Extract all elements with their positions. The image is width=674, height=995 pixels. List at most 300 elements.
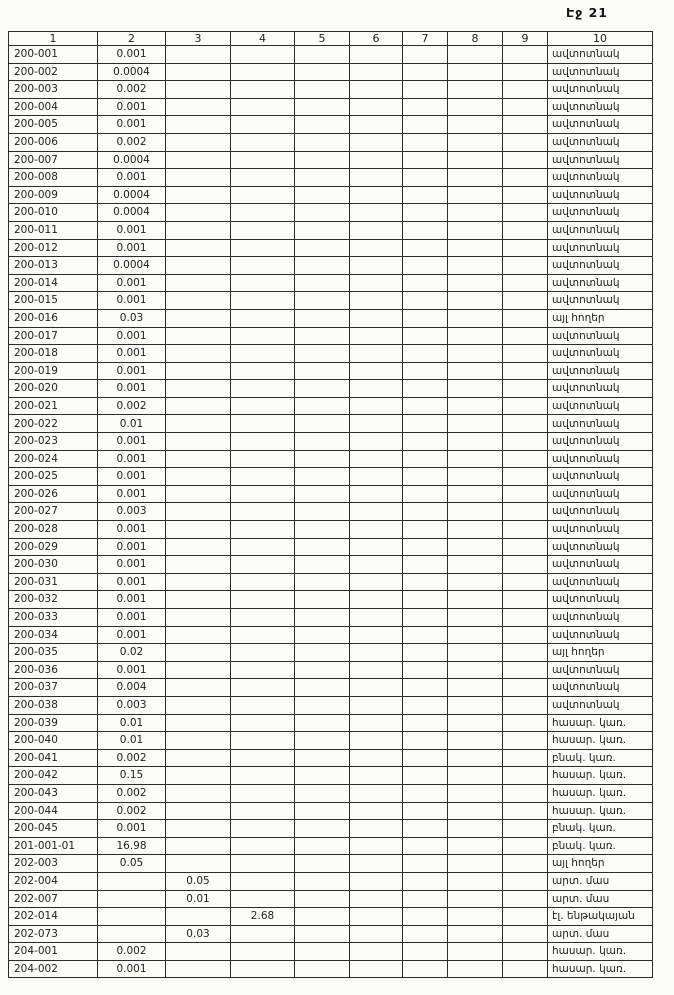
cell-col1: 200-034	[9, 626, 98, 644]
cell-col10: բնակ. կառ.	[548, 837, 653, 855]
cell-col5	[295, 732, 350, 750]
cell-col2: 0.15	[98, 767, 166, 785]
table-row	[9, 309, 653, 327]
cell-col8	[448, 837, 503, 855]
cell-col7	[403, 960, 448, 978]
cell-col8	[448, 644, 503, 662]
cell-col2: 0.001	[98, 521, 166, 539]
cell-col2: 0.001	[98, 450, 166, 468]
header-cell-1: 1	[9, 32, 98, 46]
cell-col8	[448, 415, 503, 433]
cell-col3	[166, 468, 231, 486]
cell-col8	[448, 380, 503, 398]
cell-col6	[350, 239, 403, 257]
cell-col8	[448, 362, 503, 380]
cell-col9	[503, 573, 548, 591]
cell-col1: 200-002	[9, 63, 98, 81]
table-row	[9, 767, 653, 785]
cell-col7	[403, 521, 448, 539]
cell-col6	[350, 415, 403, 433]
cell-col9	[503, 433, 548, 451]
cell-col2: 0.001	[98, 169, 166, 187]
cell-col8	[448, 732, 503, 750]
cell-col2	[98, 872, 166, 890]
cell-col9	[503, 98, 548, 116]
cell-col5	[295, 397, 350, 415]
cell-col3	[166, 362, 231, 380]
table-row	[9, 257, 653, 275]
header-cell-10: 10	[548, 32, 653, 46]
cell-col7	[403, 485, 448, 503]
cell-col4	[231, 784, 295, 802]
cell-col1: 200-007	[9, 151, 98, 169]
cell-col2: 0.001	[98, 591, 166, 609]
cell-col3	[166, 908, 231, 926]
cell-col9	[503, 133, 548, 151]
header-cell-8: 8	[448, 32, 503, 46]
cell-col3	[166, 784, 231, 802]
cell-col9	[503, 767, 548, 785]
cell-col3	[166, 81, 231, 99]
cell-col3	[166, 239, 231, 257]
cell-col9	[503, 485, 548, 503]
cell-col7	[403, 855, 448, 873]
cell-col2: 0.001	[98, 46, 166, 64]
cell-col5	[295, 784, 350, 802]
cell-col10: ավտոտնակ	[548, 538, 653, 556]
table-row	[9, 151, 653, 169]
table-row	[9, 63, 653, 81]
cell-col8	[448, 46, 503, 64]
cell-col7	[403, 397, 448, 415]
cell-col10: ավտոտնակ	[548, 433, 653, 451]
cell-col8	[448, 626, 503, 644]
cell-col1: 204-001	[9, 943, 98, 961]
cell-col1: 200-022	[9, 415, 98, 433]
cell-col4	[231, 626, 295, 644]
cell-col3	[166, 714, 231, 732]
cell-col3	[166, 274, 231, 292]
cell-col2: 0.0004	[98, 63, 166, 81]
cell-col10: ավտոտնակ	[548, 327, 653, 345]
cell-col9	[503, 63, 548, 81]
cell-col6	[350, 116, 403, 134]
cell-col3	[166, 309, 231, 327]
cell-col8	[448, 890, 503, 908]
cell-col6	[350, 362, 403, 380]
cell-col7	[403, 661, 448, 679]
cell-col4	[231, 521, 295, 539]
cell-col7	[403, 345, 448, 363]
table-row	[9, 820, 653, 838]
cell-col5	[295, 345, 350, 363]
cell-col6	[350, 837, 403, 855]
cell-col2: 0.01	[98, 714, 166, 732]
cell-col9	[503, 732, 548, 750]
cell-col8	[448, 908, 503, 926]
cell-col2: 0.001	[98, 345, 166, 363]
table-row	[9, 732, 653, 750]
cell-col7	[403, 221, 448, 239]
cell-col6	[350, 186, 403, 204]
cell-col9	[503, 855, 548, 873]
cell-col4	[231, 397, 295, 415]
cell-col7	[403, 837, 448, 855]
cell-col4	[231, 362, 295, 380]
cell-col10: ավտոտնակ	[548, 116, 653, 134]
cell-col3	[166, 397, 231, 415]
cell-col7	[403, 784, 448, 802]
table-header	[9, 32, 653, 46]
cell-col5	[295, 63, 350, 81]
cell-col1: 200-043	[9, 784, 98, 802]
cell-col8	[448, 221, 503, 239]
table-row	[9, 960, 653, 978]
cell-col7	[403, 292, 448, 310]
cell-col3	[166, 380, 231, 398]
cell-col9	[503, 872, 548, 890]
cell-col3: 0.05	[166, 872, 231, 890]
cell-col6	[350, 151, 403, 169]
cell-col2: 0.001	[98, 274, 166, 292]
cell-col10: հասար. կառ.	[548, 784, 653, 802]
cell-col8	[448, 98, 503, 116]
cell-col2: 0.001	[98, 327, 166, 345]
cell-col8	[448, 239, 503, 257]
cell-col3	[166, 433, 231, 451]
cell-col5	[295, 380, 350, 398]
cell-col10: ավտոտնակ	[548, 380, 653, 398]
table-row	[9, 714, 653, 732]
cell-col2	[98, 908, 166, 926]
cell-col3	[166, 661, 231, 679]
cell-col4: 2.68	[231, 908, 295, 926]
cell-col5	[295, 433, 350, 451]
cell-col6	[350, 46, 403, 64]
table-row	[9, 380, 653, 398]
cell-col7	[403, 63, 448, 81]
cell-col7	[403, 644, 448, 662]
cell-col6	[350, 749, 403, 767]
cell-col2: 0.001	[98, 485, 166, 503]
cell-col2: 0.001	[98, 573, 166, 591]
cell-col2: 0.001	[98, 626, 166, 644]
cell-col7	[403, 696, 448, 714]
cell-col10: ավտոտնակ	[548, 63, 653, 81]
cell-col4	[231, 820, 295, 838]
table-row	[9, 679, 653, 697]
cell-col9	[503, 292, 548, 310]
cell-col8	[448, 661, 503, 679]
cell-col2: 0.001	[98, 609, 166, 627]
cell-col6	[350, 890, 403, 908]
cell-col2: 0.0004	[98, 204, 166, 222]
table-row	[9, 433, 653, 451]
cell-col6	[350, 943, 403, 961]
cell-col10: հասար. կառ.	[548, 802, 653, 820]
cell-col8	[448, 696, 503, 714]
cell-col10: ավտոտնակ	[548, 186, 653, 204]
table-row	[9, 573, 653, 591]
cell-col10: արտ. մաս	[548, 890, 653, 908]
cell-col5	[295, 46, 350, 64]
cell-col3: 0.03	[166, 925, 231, 943]
table-row	[9, 802, 653, 820]
cell-col6	[350, 292, 403, 310]
cell-col10: ավտոտնակ	[548, 292, 653, 310]
cell-col1: 200-045	[9, 820, 98, 838]
cell-col1: 200-010	[9, 204, 98, 222]
cell-col9	[503, 609, 548, 627]
cell-col10: ավտոտնակ	[548, 450, 653, 468]
cell-col6	[350, 626, 403, 644]
cell-col10: ավտոտնակ	[548, 46, 653, 64]
cell-col7	[403, 309, 448, 327]
cell-col7	[403, 186, 448, 204]
cell-col3	[166, 732, 231, 750]
cell-col1: 201-001-01	[9, 837, 98, 855]
cell-col4	[231, 309, 295, 327]
cell-col8	[448, 591, 503, 609]
cell-col9	[503, 820, 548, 838]
cell-col1: 200-031	[9, 573, 98, 591]
cell-col9	[503, 802, 548, 820]
table-row	[9, 925, 653, 943]
cell-col10: էլ. ենթակայան	[548, 908, 653, 926]
cell-col1: 202-003	[9, 855, 98, 873]
cell-col7	[403, 591, 448, 609]
cell-col10: հասար. կառ.	[548, 960, 653, 978]
cell-col9	[503, 626, 548, 644]
cell-col6	[350, 521, 403, 539]
cell-col8	[448, 925, 503, 943]
cell-col8	[448, 133, 503, 151]
cell-col6	[350, 380, 403, 398]
cell-col3	[166, 837, 231, 855]
cell-col7	[403, 46, 448, 64]
table-row	[9, 556, 653, 574]
cell-col7	[403, 257, 448, 275]
cell-col5	[295, 186, 350, 204]
cell-col7	[403, 503, 448, 521]
cell-col4	[231, 925, 295, 943]
table-row	[9, 503, 653, 521]
cell-col4	[231, 257, 295, 275]
table-row	[9, 221, 653, 239]
cell-col6	[350, 767, 403, 785]
cell-col4	[231, 186, 295, 204]
cell-col4	[231, 133, 295, 151]
cell-col1: 200-038	[9, 696, 98, 714]
cell-col1: 200-028	[9, 521, 98, 539]
cell-col3	[166, 133, 231, 151]
cell-col10: ավտոտնակ	[548, 98, 653, 116]
cell-col6	[350, 925, 403, 943]
cell-col8	[448, 204, 503, 222]
cell-col5	[295, 644, 350, 662]
cell-col9	[503, 415, 548, 433]
table-row	[9, 98, 653, 116]
cell-col7	[403, 133, 448, 151]
table-row	[9, 450, 653, 468]
cell-col8	[448, 309, 503, 327]
cell-col7	[403, 802, 448, 820]
cell-col4	[231, 46, 295, 64]
cell-col9	[503, 696, 548, 714]
cell-col3	[166, 169, 231, 187]
cell-col2: 0.002	[98, 784, 166, 802]
cell-col6	[350, 714, 403, 732]
cell-col5	[295, 169, 350, 187]
cell-col9	[503, 591, 548, 609]
cell-col2: 0.002	[98, 133, 166, 151]
cell-col10: ավտոտնակ	[548, 521, 653, 539]
cell-col8	[448, 855, 503, 873]
cell-col4	[231, 837, 295, 855]
cell-col9	[503, 309, 548, 327]
cell-col2: 0.001	[98, 820, 166, 838]
cell-col7	[403, 450, 448, 468]
table-row	[9, 116, 653, 134]
cell-col1: 200-017	[9, 327, 98, 345]
table-row	[9, 397, 653, 415]
cell-col4	[231, 573, 295, 591]
cell-col5	[295, 714, 350, 732]
cell-col6	[350, 327, 403, 345]
cell-col9	[503, 538, 548, 556]
cell-col2: 0.001	[98, 116, 166, 134]
cell-col6	[350, 732, 403, 750]
cell-col10: հասար. կառ.	[548, 732, 653, 750]
cell-col10: ավտոտնակ	[548, 257, 653, 275]
cell-col7	[403, 433, 448, 451]
cell-col1: 200-016	[9, 309, 98, 327]
cell-col10: հասար. կառ.	[548, 767, 653, 785]
cell-col2: 0.001	[98, 221, 166, 239]
cell-col9	[503, 714, 548, 732]
header-cell-4: 4	[231, 32, 295, 46]
cell-col4	[231, 943, 295, 961]
table-row	[9, 204, 653, 222]
cell-col2: 16.98	[98, 837, 166, 855]
cell-col4	[231, 415, 295, 433]
land-parcel-table	[8, 31, 653, 978]
cell-col5	[295, 908, 350, 926]
cell-col5	[295, 556, 350, 574]
header-cell-3: 3	[166, 32, 231, 46]
cell-col5	[295, 802, 350, 820]
cell-col9	[503, 837, 548, 855]
table-row	[9, 274, 653, 292]
cell-col4	[231, 538, 295, 556]
cell-col4	[231, 767, 295, 785]
cell-col1: 200-011	[9, 221, 98, 239]
cell-col7	[403, 820, 448, 838]
cell-col6	[350, 784, 403, 802]
cell-col1: 200-018	[9, 345, 98, 363]
cell-col3	[166, 257, 231, 275]
cell-col10: ավտոտնակ	[548, 609, 653, 627]
cell-col10: արտ. մաս	[548, 925, 653, 943]
table-row	[9, 169, 653, 187]
cell-col6	[350, 397, 403, 415]
cell-col2: 0.01	[98, 415, 166, 433]
table-row	[9, 609, 653, 627]
cell-col7	[403, 380, 448, 398]
cell-col10: բնակ. կառ.	[548, 749, 653, 767]
cell-col1: 200-004	[9, 98, 98, 116]
cell-col2: 0.001	[98, 538, 166, 556]
cell-col3	[166, 749, 231, 767]
cell-col6	[350, 872, 403, 890]
cell-col4	[231, 468, 295, 486]
cell-col9	[503, 221, 548, 239]
cell-col9	[503, 46, 548, 64]
cell-col10: ավտոտնակ	[548, 696, 653, 714]
cell-col3	[166, 151, 231, 169]
cell-col6	[350, 960, 403, 978]
cell-col8	[448, 820, 503, 838]
cell-col6	[350, 309, 403, 327]
cell-col6	[350, 644, 403, 662]
table-row	[9, 485, 653, 503]
cell-col6	[350, 98, 403, 116]
cell-col6	[350, 820, 403, 838]
cell-col8	[448, 186, 503, 204]
cell-col7	[403, 204, 448, 222]
cell-col1: 200-005	[9, 116, 98, 134]
cell-col5	[295, 257, 350, 275]
cell-col7	[403, 749, 448, 767]
cell-col6	[350, 908, 403, 926]
cell-col3	[166, 186, 231, 204]
cell-col2: 0.0004	[98, 186, 166, 204]
cell-col1: 200-026	[9, 485, 98, 503]
cell-col4	[231, 380, 295, 398]
table-body	[9, 46, 653, 978]
cell-col7	[403, 362, 448, 380]
cell-col3	[166, 556, 231, 574]
cell-col5	[295, 573, 350, 591]
cell-col10: ավտոտնակ	[548, 591, 653, 609]
cell-col2: 0.001	[98, 239, 166, 257]
cell-col9	[503, 521, 548, 539]
cell-col5	[295, 855, 350, 873]
cell-col4	[231, 239, 295, 257]
cell-col5	[295, 221, 350, 239]
cell-col5	[295, 890, 350, 908]
cell-col1: 200-006	[9, 133, 98, 151]
header-row	[9, 32, 653, 46]
cell-col3	[166, 521, 231, 539]
cell-col8	[448, 116, 503, 134]
cell-col4	[231, 591, 295, 609]
cell-col4	[231, 274, 295, 292]
cell-col7	[403, 151, 448, 169]
cell-col1: 200-037	[9, 679, 98, 697]
cell-col4	[231, 63, 295, 81]
cell-col1: 204-002	[9, 960, 98, 978]
cell-col8	[448, 573, 503, 591]
cell-col1: 200-039	[9, 714, 98, 732]
table-row	[9, 468, 653, 486]
cell-col5	[295, 204, 350, 222]
cell-col3	[166, 46, 231, 64]
cell-col2: 0.001	[98, 362, 166, 380]
cell-col9	[503, 679, 548, 697]
cell-col6	[350, 63, 403, 81]
cell-col1: 200-021	[9, 397, 98, 415]
